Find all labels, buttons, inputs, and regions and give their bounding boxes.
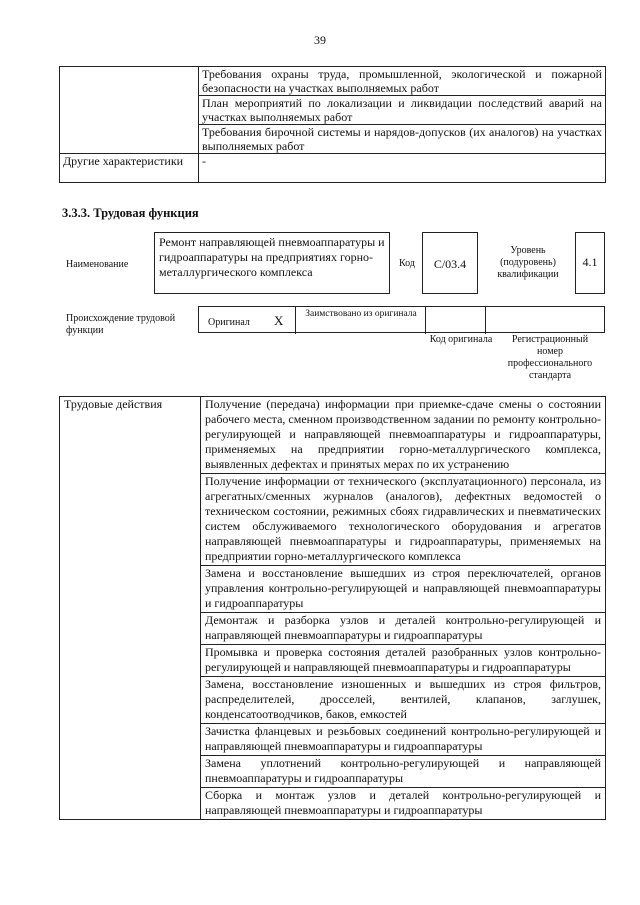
- labor-actions-table: [59, 396, 606, 820]
- table-cell: План мероприятий по локализации и ликвидации последствий аварий на участках выполняемых работ: [199, 96, 606, 125]
- labor-actions-label: Трудовые действия: [60, 397, 201, 820]
- level-value: 4.1: [575, 232, 605, 294]
- name-label: Наименование: [66, 259, 129, 270]
- table-cell-label: Другие характеристики: [60, 154, 199, 183]
- characteristics-table: [59, 66, 606, 183]
- table-cell: Требования бирочной системы и нарядов-допусков (их аналогов) на участках выполняемых работ: [199, 125, 606, 154]
- table-cell: Требования охраны труда, промышленной, экологической и пожарной безопасности на участках выполняемых работ: [199, 67, 606, 96]
- origin-borrowed-cell: [296, 307, 426, 334]
- origin-strip: [198, 306, 605, 333]
- table-row: [60, 67, 606, 96]
- code-value: C/03.4: [422, 232, 478, 294]
- level-label: Уровень (подуровень) квалификации: [497, 245, 559, 280]
- original-mark: X: [274, 313, 284, 328]
- table-row: [60, 154, 606, 183]
- reg-number-label: Регистрационный номер профессионального стандарта: [507, 334, 593, 381]
- origin-reg-cell: [486, 307, 606, 334]
- page-number: 39: [314, 33, 326, 47]
- labor-action-item: Сборка и монтаж узлов и деталей контрольно-регулирующей и направляющей пневмоаппаратуры и гидроаппаратуры: [201, 788, 606, 820]
- origin-code-cell: [426, 307, 486, 334]
- labor-action-item: Зачистка фланцевых и резьбовых соединений контрольно-регулирующей и направляющей пневмоаппаратуры и гидроаппаратуры: [201, 724, 606, 756]
- labor-action-item: Получение информации от технического (эксплуатационного) персонала, из агрегатных/сменных журналов (аналогов), дефектных ведомостей о техническом состоянии, режимных сбоях гидравлических и пневматических систем обслуживаемого технологического оборудования и агрегатов направляющей пневмоаппаратуры и гидроаппаратуры, применяемых на предприятии горно-металлургического комплекса: [201, 474, 606, 566]
- origin-label: Происхождение трудовой функции: [66, 313, 176, 336]
- table-cell: -: [199, 154, 606, 183]
- borrowed-label: Заимствовано из оригинала: [305, 309, 417, 319]
- labor-action-item: Замена, восстановление изношенных и вышедших из строя фильтров, распределителей, дросселей, вентилей, клапанов, заглушек, конденсатоотводчиков, баков, емкостей: [201, 677, 606, 724]
- labor-action-item: Промывка и проверка состояния деталей разобранных узлов контрольно-регулирующей и направляющей пневмоаппаратуры и гидроаппаратуры: [201, 645, 606, 677]
- labor-action-item: Получение (передача) информации при приемке-сдаче смены о состоянии рабочего места, сменном производственном задании по ремонту контрольно-регулирующей и направляющей пневмоаппаратуры и гидроаппаратуры, применяемых на предприятии горно-металлургического комплекса, выявленных дефектах и принятых мерах по их устранению: [201, 397, 606, 474]
- labor-action-item: Демонтаж и разборка узлов и деталей контрольно-регулирующей и направляющей пневмоаппаратуры и гидроаппаратуры: [201, 613, 606, 645]
- name-value: Ремонт направляющей пневмоаппаратуры и гидроаппаратуры на предприятиях горно-металлургического комплекса: [154, 232, 390, 294]
- labor-action-item: Замена и восстановление вышедших из строя переключателей, органов управления контрольно-регулирующей и направляющей пневмоаппаратуры и гидроаппаратуры: [201, 566, 606, 613]
- original-label: Оригинал: [208, 317, 250, 328]
- table-cell-label: [60, 67, 199, 154]
- code-label: Код: [399, 258, 415, 269]
- code-original-label: Код оригинала: [429, 334, 493, 345]
- section-title: 3.3.3. Трудовая функция: [62, 206, 199, 220]
- table-row: [60, 397, 606, 474]
- labor-action-item: Замена уплотнений контрольно-регулирующей и направляющей пневмоаппаратуры и гидроаппаратуры: [201, 756, 606, 788]
- origin-original-cell: [199, 307, 296, 334]
